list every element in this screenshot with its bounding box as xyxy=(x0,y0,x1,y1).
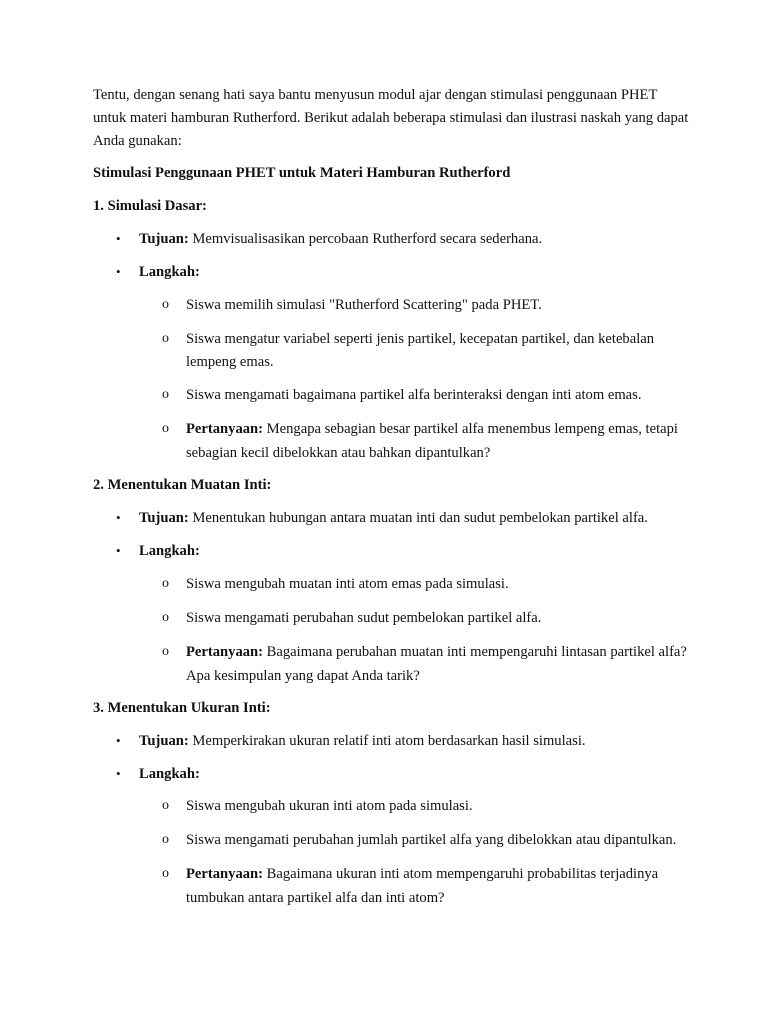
tujuan-label: Tujuan: xyxy=(139,231,189,247)
question-item xyxy=(186,640,687,664)
circle-bullet-icon: o xyxy=(162,866,169,881)
question-label: Pertanyaan: xyxy=(186,644,264,660)
question-text: Mengapa sebagian besar partikel alfa menembus lempeng emas, tetapi xyxy=(266,421,678,437)
circle-bullet-icon: o xyxy=(162,610,169,625)
step-item-continued: lempeng emas. xyxy=(186,354,274,370)
langkah-label: Langkah: xyxy=(139,543,200,559)
step-item: Siswa mengubah muatan inti atom emas pada simulasi. xyxy=(186,576,509,592)
bullet-icon: • xyxy=(116,733,121,748)
step-item: Siswa mengatur variabel seperti jenis partikel, kecepatan partikel, dan ketebalan xyxy=(186,331,655,347)
question-label: Pertanyaan: xyxy=(186,866,264,882)
intro-line: Tentu, dengan senang hati saya bantu menyusun modul ajar dengan stimulasi penggunaan PHET xyxy=(93,87,658,103)
step-item: Siswa mengubah ukuran inti atom pada simulasi. xyxy=(186,798,473,814)
bullet-icon: • xyxy=(116,231,121,246)
tujuan-text: Menentukan hubungan antara muatan inti dan sudut pembelokan partikel alfa. xyxy=(192,510,648,526)
section-heading: 2. Menentukan Muatan Inti: xyxy=(93,477,272,493)
question-text: Bagaimana ukuran inti atom mempengaruhi probabilitas terjadinya xyxy=(266,866,659,882)
bullet-icon: • xyxy=(116,264,121,279)
question-text-continued: sebagian kecil dibelokkan atau bahkan dipantulkan? xyxy=(186,445,491,461)
question-text-continued: Apa kesimpulan yang dapat Anda tarik? xyxy=(186,668,420,684)
bullet-icon: • xyxy=(116,543,121,558)
list-item-tujuan xyxy=(139,227,542,251)
step-item: Siswa mengamati perubahan sudut pembelokan partikel alfa. xyxy=(186,610,542,626)
section-heading: 1. Simulasi Dasar: xyxy=(93,198,207,214)
question-item xyxy=(186,862,658,886)
circle-bullet-icon: o xyxy=(162,644,169,659)
question-item xyxy=(186,417,678,441)
circle-bullet-icon: o xyxy=(162,421,169,436)
question-text: Bagaimana perubahan muatan inti mempengaruhi lintasan partikel alfa? xyxy=(266,644,687,660)
langkah-label: Langkah: xyxy=(139,766,200,782)
intro-line: Anda gunakan: xyxy=(93,133,182,149)
tujuan-label: Tujuan: xyxy=(139,733,189,749)
question-text-continued: tumbukan antara partikel alfa dan inti atom? xyxy=(186,890,445,906)
question-label: Pertanyaan: xyxy=(186,421,264,437)
document-title: Stimulasi Penggunaan PHET untuk Materi Hamburan Rutherford xyxy=(93,165,511,181)
section-heading: 3. Menentukan Ukuran Inti: xyxy=(93,700,271,716)
tujuan-text: Memperkirakan ukuran relatif inti atom berdasarkan hasil simulasi. xyxy=(192,733,586,749)
step-item: Siswa memilih simulasi "Rutherford Scattering" pada PHET. xyxy=(186,297,542,313)
step-item: Siswa mengamati perubahan jumlah partikel alfa yang dibelokkan atau dipantulkan. xyxy=(186,832,677,848)
circle-bullet-icon: o xyxy=(162,387,169,402)
list-item-tujuan xyxy=(139,729,586,753)
tujuan-label: Tujuan: xyxy=(139,510,189,526)
langkah-label: Langkah: xyxy=(139,264,200,280)
tujuan-text: Memvisualisasikan percobaan Rutherford secara sederhana. xyxy=(192,231,543,247)
step-item: Siswa mengamati bagaimana partikel alfa berinteraksi dengan inti atom emas. xyxy=(186,387,642,403)
circle-bullet-icon: o xyxy=(162,798,169,813)
circle-bullet-icon: o xyxy=(162,297,169,312)
bullet-icon: • xyxy=(116,766,121,781)
circle-bullet-icon: o xyxy=(162,331,169,346)
bullet-icon: • xyxy=(116,510,121,525)
circle-bullet-icon: o xyxy=(162,576,169,591)
list-item-tujuan xyxy=(139,506,648,530)
intro-line: untuk materi hamburan Rutherford. Berikut adalah beberapa stimulasi dan ilustrasi naskah yang dapat xyxy=(93,110,689,126)
circle-bullet-icon: o xyxy=(162,832,169,847)
